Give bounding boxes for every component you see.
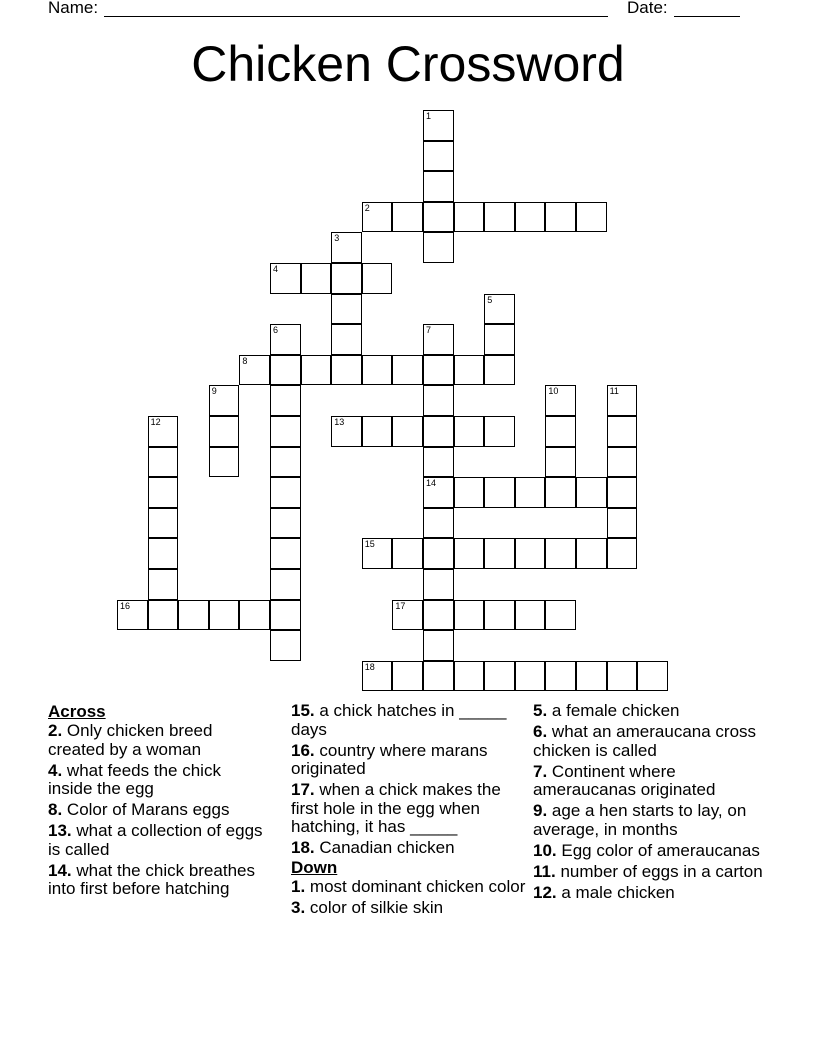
clue-text: age a hen starts to lay, on average, in months: [533, 801, 747, 839]
grid-cell[interactable]: [331, 416, 362, 447]
clue-text: when a chick makes the first hole in the egg when hatching, it has _____: [291, 780, 501, 836]
grid-cell[interactable]: [484, 355, 515, 386]
clue-across-15: [291, 702, 527, 739]
grid-cell[interactable]: [423, 171, 454, 202]
clue-across-2: [48, 722, 268, 759]
clue-down-10: [533, 842, 763, 861]
grid-cell[interactable]: [392, 416, 423, 447]
clue-number: 2.: [48, 721, 63, 740]
grid-cell[interactable]: [362, 661, 393, 692]
cell-number: 18: [364, 661, 375, 672]
clues-column-3: [533, 702, 763, 905]
clues-column-1: [48, 702, 268, 901]
cell-number: 8: [242, 355, 248, 366]
grid-cell[interactable]: [392, 661, 423, 692]
cell-number: 9: [211, 386, 217, 397]
clue-text: country where marans originated: [291, 740, 488, 778]
clue-text: what a collection of eggs is called: [48, 821, 263, 859]
clue-down-9: [533, 802, 763, 839]
clue-number: 12.: [533, 882, 557, 902]
grid-cell[interactable]: [423, 232, 454, 263]
clue-text: what the chick breathes into first before hatching: [48, 860, 255, 898]
clues-column-2: [291, 702, 527, 920]
grid-cell[interactable]: [576, 661, 607, 692]
clue-number: 15.: [291, 701, 315, 720]
grid-cell[interactable]: [484, 202, 515, 233]
grid-cell[interactable]: [576, 538, 607, 569]
grid-cell[interactable]: [362, 202, 393, 233]
grid-cell[interactable]: [270, 385, 301, 416]
clue-text: number of eggs in a carton: [560, 861, 763, 881]
grid-cell[interactable]: [331, 324, 362, 355]
clue-number: 14.: [48, 860, 72, 880]
clue-text: a male chicken: [561, 882, 675, 902]
clue-down-6: [533, 723, 763, 760]
clue-across-16: [291, 742, 527, 779]
grid-cell[interactable]: [392, 538, 423, 569]
cell-number: 4: [273, 264, 279, 274]
grid-cell[interactable]: [423, 661, 454, 692]
grid-cell[interactable]: [454, 416, 485, 447]
grid-cell[interactable]: [423, 324, 454, 355]
cell-number: 7: [426, 325, 432, 336]
clue-text: Continent where ameraucanas originated: [533, 761, 716, 799]
clue-down-5: [533, 702, 763, 721]
grid-cell[interactable]: [637, 661, 668, 692]
clue-text: Only chicken breed created by a woman: [48, 721, 213, 759]
clue-across-8: [48, 801, 268, 820]
grid-cell[interactable]: [454, 600, 485, 631]
grid-cell[interactable]: [607, 538, 638, 569]
grid-cell[interactable]: [423, 416, 454, 447]
clue-number: 17.: [291, 780, 315, 799]
grid-cell[interactable]: [607, 385, 638, 416]
grid-cell[interactable]: [148, 600, 179, 631]
name-label: Name:: [48, 0, 99, 17]
clue-text: Canadian chicken: [319, 838, 455, 857]
cell-number: 12: [150, 417, 161, 427]
grid-cell[interactable]: [545, 385, 576, 416]
grid-cell[interactable]: [270, 600, 301, 631]
grid-cell[interactable]: [607, 661, 638, 692]
grid-cell[interactable]: [545, 447, 576, 478]
grid-cell[interactable]: [209, 416, 240, 447]
grid-cell[interactable]: [423, 385, 454, 416]
grid-cell[interactable]: [270, 355, 301, 386]
clue-text: a chick hatches in _____ days: [291, 701, 507, 739]
clue-across-13: [48, 822, 268, 859]
clue-number: 16.: [291, 740, 315, 760]
cell-number: 1: [426, 111, 432, 121]
grid-cell[interactable]: [239, 600, 270, 631]
grid-cell[interactable]: [515, 661, 546, 692]
grid-cell[interactable]: [484, 661, 515, 692]
grid-cell[interactable]: [423, 355, 454, 386]
grid-cell[interactable]: [545, 600, 576, 631]
grid-cell[interactable]: [454, 355, 485, 386]
grid-cell[interactable]: [423, 600, 454, 631]
grid-cell[interactable]: [178, 600, 209, 631]
clue-text: what an ameraucana cross chicken is called: [533, 722, 757, 760]
grid-cell[interactable]: [423, 630, 454, 661]
grid-cell[interactable]: [423, 569, 454, 600]
clue-down-11: [533, 863, 763, 882]
grid-cell[interactable]: [607, 447, 638, 478]
clue-across-4: [48, 762, 268, 799]
grid-cell[interactable]: [148, 508, 179, 539]
clue-number: 4.: [48, 760, 63, 780]
grid-cell[interactable]: [576, 202, 607, 233]
clue-number: 13.: [48, 821, 72, 840]
cell-number: 13: [334, 417, 345, 427]
clue-text: Egg color of ameraucanas: [561, 840, 760, 860]
grid-cell[interactable]: [270, 263, 301, 294]
grid-cell[interactable]: [423, 538, 454, 569]
grid-cell[interactable]: [607, 416, 638, 447]
clue-number: 9.: [533, 801, 548, 820]
clue-number: 18.: [291, 838, 315, 857]
grid-cell[interactable]: [484, 416, 515, 447]
date-label: Date:: [627, 0, 668, 17]
grid-cell[interactable]: [392, 355, 423, 386]
clue-down-12: [533, 884, 763, 903]
grid-cell[interactable]: [423, 477, 454, 508]
grid-cell[interactable]: [545, 477, 576, 508]
down-heading: Down: [291, 857, 338, 877]
cell-number: 14: [426, 478, 437, 489]
grid-cell[interactable]: [362, 538, 393, 569]
grid-cell[interactable]: [270, 569, 301, 600]
grid-cell[interactable]: [148, 416, 179, 447]
grid-cell[interactable]: [148, 477, 179, 508]
grid-cell[interactable]: [117, 600, 148, 631]
grid-cell[interactable]: [148, 538, 179, 569]
grid-cell[interactable]: [423, 508, 454, 539]
grid-cell[interactable]: [454, 661, 485, 692]
grid-cell[interactable]: [423, 202, 454, 233]
grid-cell[interactable]: [209, 385, 240, 416]
clue-number: 10.: [533, 840, 557, 860]
grid-cell[interactable]: [576, 477, 607, 508]
grid-cell[interactable]: [209, 600, 240, 631]
grid-cell[interactable]: [331, 294, 362, 325]
grid-cell[interactable]: [148, 569, 179, 600]
page-title: Chicken Crossword: [191, 36, 625, 92]
clue-number: 7.: [533, 761, 548, 781]
cell-number: 15: [364, 539, 375, 550]
grid-cell[interactable]: [545, 416, 576, 447]
clue-across-14: [48, 862, 268, 899]
grid-cell[interactable]: [484, 538, 515, 569]
clue-down-7: [533, 763, 763, 800]
clue-number: 8.: [48, 800, 63, 819]
clue-across-18: [291, 839, 527, 858]
grid-cell[interactable]: [270, 447, 301, 478]
clue-text: what feeds the chick inside the egg: [48, 760, 221, 798]
clue-text: Color of Marans eggs: [66, 800, 230, 819]
grid-cell[interactable]: [454, 538, 485, 569]
grid-cell[interactable]: [484, 324, 515, 355]
cell-number: 5: [487, 294, 493, 305]
grid-cell[interactable]: [270, 630, 301, 661]
grid-cell[interactable]: [515, 600, 546, 631]
cell-number: 10: [548, 386, 559, 397]
clue-down-1: [291, 878, 527, 897]
across-heading: Across: [48, 702, 106, 721]
grid-cell[interactable]: [545, 538, 576, 569]
grid-cell[interactable]: [270, 477, 301, 508]
grid-cell[interactable]: [515, 477, 546, 508]
grid-cell[interactable]: [484, 477, 515, 508]
grid-cell[interactable]: [362, 416, 393, 447]
clue-text: most dominant chicken color: [309, 876, 526, 896]
clue-across-17: [291, 781, 527, 837]
grid-cell[interactable]: [270, 324, 301, 355]
grid-cell[interactable]: [423, 141, 454, 172]
grid-cell[interactable]: [270, 538, 301, 569]
cell-number: 11: [609, 386, 619, 397]
grid-cell[interactable]: [392, 202, 423, 233]
clue-number: 5.: [533, 701, 548, 720]
clue-number: 1.: [291, 876, 306, 896]
grid-cell[interactable]: [331, 263, 362, 294]
cell-number: 6: [273, 325, 279, 336]
grid-cell[interactable]: [454, 477, 485, 508]
clue-number: 3.: [291, 897, 306, 917]
clue-number: 11.: [533, 861, 556, 881]
clue-down-3: [291, 899, 527, 918]
grid-cell[interactable]: [607, 477, 638, 508]
grid-cell[interactable]: [239, 355, 270, 386]
clue-number: 6.: [533, 722, 548, 741]
grid-cell[interactable]: [607, 508, 638, 539]
grid-cell[interactable]: [362, 263, 393, 294]
grid-cell[interactable]: [148, 447, 179, 478]
cell-number: 2: [364, 202, 370, 213]
grid-cell[interactable]: [301, 263, 332, 294]
grid-cell[interactable]: [515, 202, 546, 233]
grid-cell[interactable]: [484, 600, 515, 631]
cell-number: 16: [120, 600, 131, 611]
grid-cell[interactable]: [270, 508, 301, 539]
grid-cell[interactable]: [423, 110, 454, 141]
grid-cell[interactable]: [270, 416, 301, 447]
cell-number: 17: [395, 600, 406, 611]
clue-text: color of silkie skin: [309, 897, 444, 917]
grid-cell[interactable]: [545, 661, 576, 692]
grid-cell[interactable]: [545, 202, 576, 233]
grid-cell[interactable]: [331, 232, 362, 263]
grid-cell[interactable]: [362, 355, 393, 386]
cell-number: 3: [334, 233, 340, 244]
clue-text: a female chicken: [551, 701, 680, 720]
grid-cell[interactable]: [484, 294, 515, 325]
grid-cell[interactable]: [515, 538, 546, 569]
grid-cell[interactable]: [423, 447, 454, 478]
grid-cell[interactable]: [209, 447, 240, 478]
grid-cell[interactable]: [301, 355, 332, 386]
grid-cell[interactable]: [331, 355, 362, 386]
grid-cell[interactable]: [454, 202, 485, 233]
grid-cell[interactable]: [392, 600, 423, 631]
